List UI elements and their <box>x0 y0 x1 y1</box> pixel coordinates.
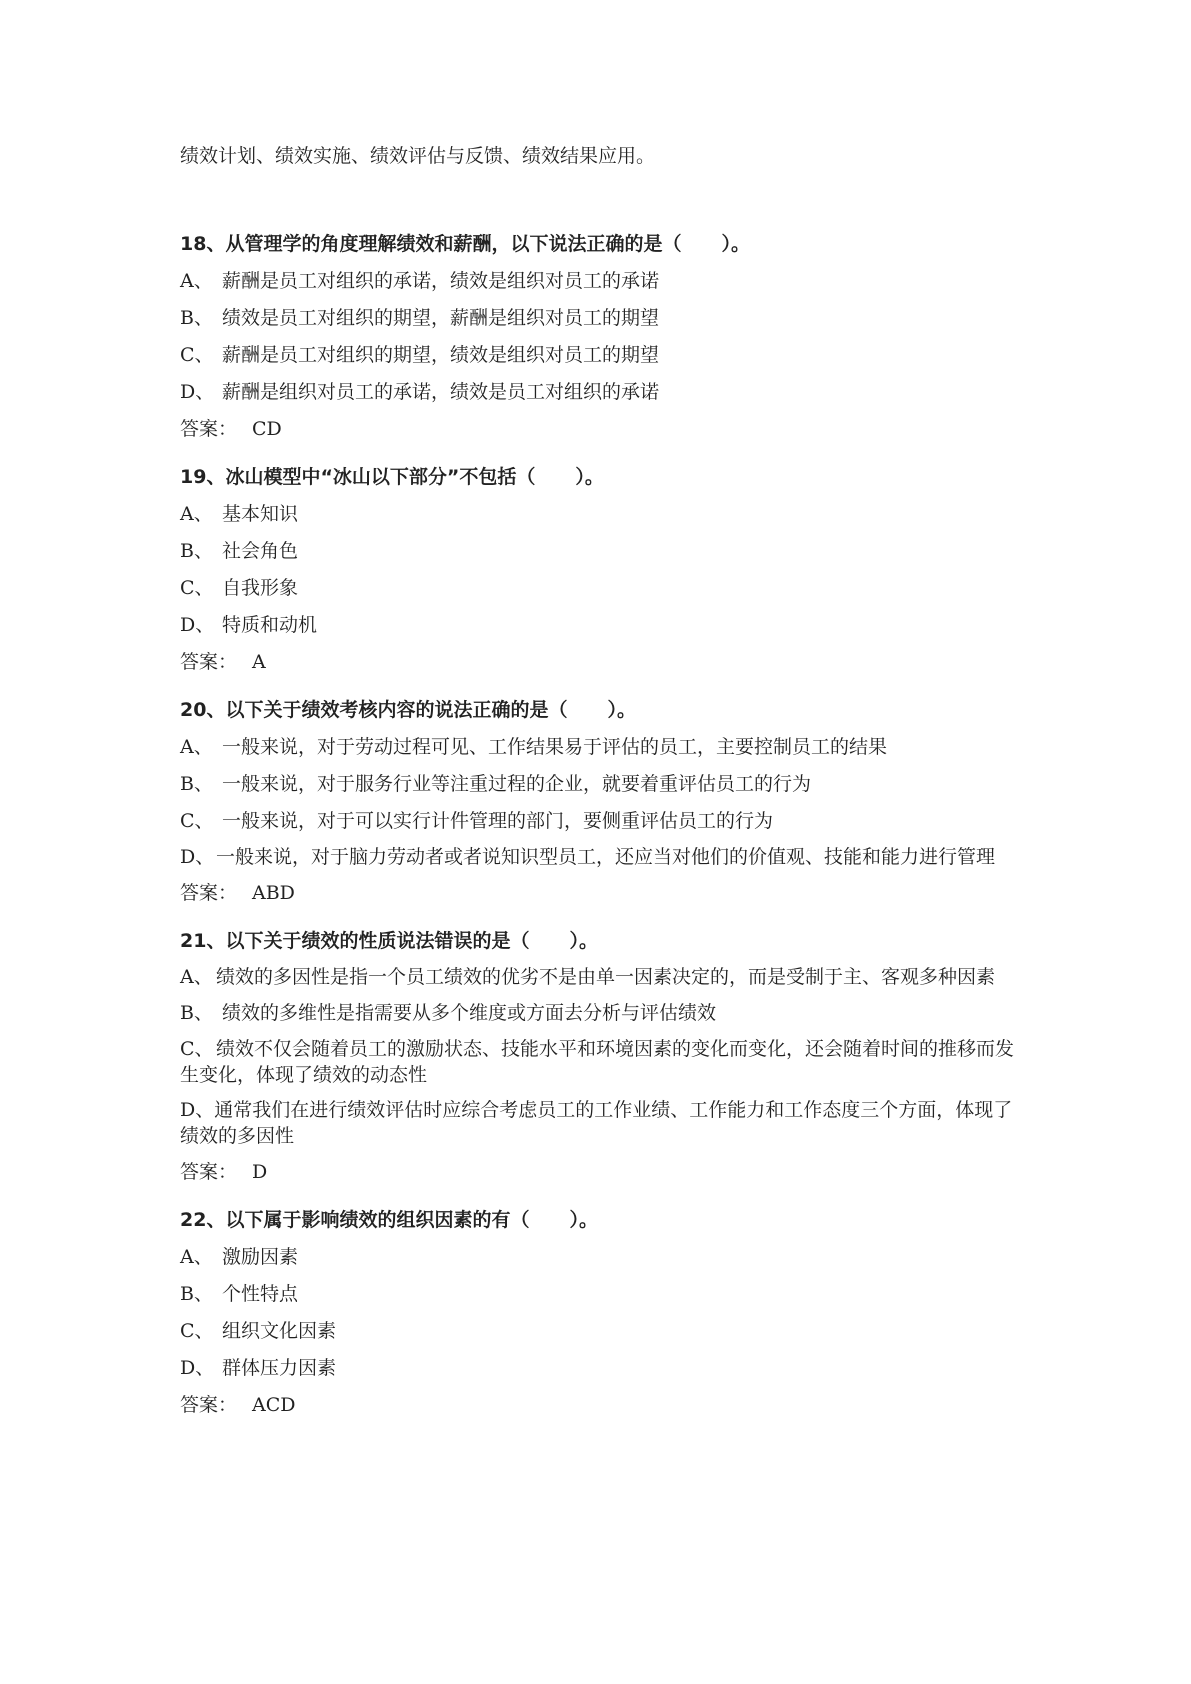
answer-value: ACD <box>252 1394 296 1416</box>
answer-line <box>180 648 1020 676</box>
option-letter: B、 <box>180 1002 213 1024</box>
question-title-end: ）。 <box>569 930 598 952</box>
question-title-end: ）。 <box>575 466 604 488</box>
option-letter: D、 <box>180 614 215 636</box>
option-c <box>180 1036 1020 1088</box>
option-text: 绩效的多因性是指一个员工绩效的优劣不是由单一因素决定的，而是受制于主、客观多种因素 <box>216 966 996 988</box>
answer-label: 答案： <box>180 651 238 673</box>
option-d <box>180 611 1020 639</box>
option-d <box>180 1097 1020 1149</box>
option-text: 组织文化因素 <box>222 1320 337 1342</box>
option-text: 激励因素 <box>222 1246 299 1268</box>
option-b <box>180 999 1020 1027</box>
option-letter: C、 <box>180 344 214 366</box>
answer-value: CD <box>252 418 282 440</box>
question-18 <box>180 230 1020 443</box>
question-title-text: 20、以下关于绩效考核内容的说法正确的是（ <box>180 699 568 721</box>
option-c <box>180 341 1020 369</box>
option-a <box>180 500 1020 528</box>
option-letter: A、 <box>180 1246 213 1268</box>
option-d <box>180 844 1020 870</box>
option-c <box>180 574 1020 602</box>
question-20 <box>180 696 1020 907</box>
option-text: 绩效的多维性是指需要从多个维度或方面去分析与评估绩效 <box>222 1002 717 1024</box>
option-text: 一般来说，对于劳动过程可见、工作结果易于评估的员工，主要控制员工的结果 <box>222 736 888 758</box>
option-letter: A、 <box>180 966 213 988</box>
answer-line <box>180 1391 1020 1419</box>
option-text: 薪酬是员工对组织的承诺，绩效是组织对员工的承诺 <box>222 270 660 292</box>
question-19 <box>180 463 1020 676</box>
option-d <box>180 1354 1020 1382</box>
option-text: 基本知识 <box>222 503 299 525</box>
intro-paragraph: 绩效计划、绩效实施、绩效评估与反馈、绩效结果应用。 <box>180 145 656 167</box>
option-b <box>180 1280 1020 1308</box>
option-a <box>180 267 1020 295</box>
option-text: 绩效不仅会随着员工的激励状态、技能水平和环境因素的变化而变化，还会随着时间的推移而发生变化，体现了绩效的动态性 <box>180 1038 1015 1086</box>
option-letter: D、 <box>180 846 215 868</box>
option-letter: C、 <box>180 1320 214 1342</box>
question-title-end: ）。 <box>721 233 750 255</box>
option-text: 自我形象 <box>222 577 299 599</box>
question-title <box>180 230 1020 258</box>
option-letter: B、 <box>180 1283 213 1305</box>
question-title-text: 19、冰山模型中“冰山以下部分”不包括（ <box>180 466 536 488</box>
question-title-text: 22、以下属于影响绩效的组织因素的有（ <box>180 1209 530 1231</box>
question-title-text: 21、以下关于绩效的性质说法错误的是（ <box>180 930 530 952</box>
question-title-text: 18、从管理学的角度理解绩效和薪酬，以下说法正确的是（ <box>180 233 682 255</box>
option-letter: D、 <box>180 1357 215 1379</box>
question-title <box>180 1206 1020 1234</box>
answer-label: 答案： <box>180 1161 238 1183</box>
option-text: 个性特点 <box>222 1283 299 1305</box>
option-letter: A、 <box>180 270 213 292</box>
option-text: 薪酬是组织对员工的承诺，绩效是员工对组织的承诺 <box>222 381 660 403</box>
answer-line <box>180 415 1020 443</box>
option-text: 特质和动机 <box>222 614 318 636</box>
option-a <box>180 733 1020 761</box>
option-b <box>180 537 1020 565</box>
option-text: 一般来说，对于服务行业等注重过程的企业，就要着重评估员工的行为 <box>222 773 812 795</box>
option-a <box>180 1243 1020 1271</box>
answer-value: ABD <box>252 882 295 904</box>
option-letter: D、 <box>180 1099 215 1121</box>
option-text: 一般来说，对于可以实行计件管理的部门，要侧重评估员工的行为 <box>222 810 774 832</box>
question-title-end: ）。 <box>569 1209 598 1231</box>
option-a <box>180 964 1020 990</box>
answer-line <box>180 1158 1020 1186</box>
option-letter: A、 <box>180 736 213 758</box>
option-letter: C、 <box>180 1038 214 1060</box>
option-letter: B、 <box>180 773 213 795</box>
option-letter: C、 <box>180 577 214 599</box>
option-letter: D、 <box>180 381 215 403</box>
option-text: 社会角色 <box>222 540 299 562</box>
answer-label: 答案： <box>180 882 238 904</box>
option-text: 薪酬是员工对组织的期望，绩效是组织对员工的期望 <box>222 344 660 366</box>
answer-value: D <box>252 1161 268 1183</box>
option-letter: B、 <box>180 307 213 329</box>
option-letter: B、 <box>180 540 213 562</box>
question-22 <box>180 1206 1020 1419</box>
option-text: 绩效是员工对组织的期望，薪酬是组织对员工的期望 <box>222 307 660 329</box>
option-letter: A、 <box>180 503 213 525</box>
question-title <box>180 463 1020 491</box>
option-b <box>180 304 1020 332</box>
option-text: 一般来说，对于脑力劳动者或者说知识型员工，还应当对他们的价值观、技能和能力进行管理 <box>216 846 996 868</box>
option-text: 通常我们在进行绩效评估时应综合考虑员工的工作业绩、工作能力和工作态度三个方面，体现了绩效的多因性 <box>180 1099 1013 1147</box>
answer-label: 答案： <box>180 418 238 440</box>
question-list <box>180 230 1020 1439</box>
answer-label: 答案： <box>180 1394 238 1416</box>
question-21 <box>180 927 1020 1186</box>
option-d <box>180 378 1020 406</box>
question-title <box>180 696 1020 724</box>
answer-line <box>180 879 1020 907</box>
question-title <box>180 927 1020 955</box>
option-c <box>180 1317 1020 1345</box>
option-c <box>180 807 1020 835</box>
option-text: 群体压力因素 <box>222 1357 337 1379</box>
question-title-end: ）。 <box>607 699 636 721</box>
option-letter: C、 <box>180 810 214 832</box>
answer-value: A <box>252 651 266 673</box>
option-b <box>180 770 1020 798</box>
